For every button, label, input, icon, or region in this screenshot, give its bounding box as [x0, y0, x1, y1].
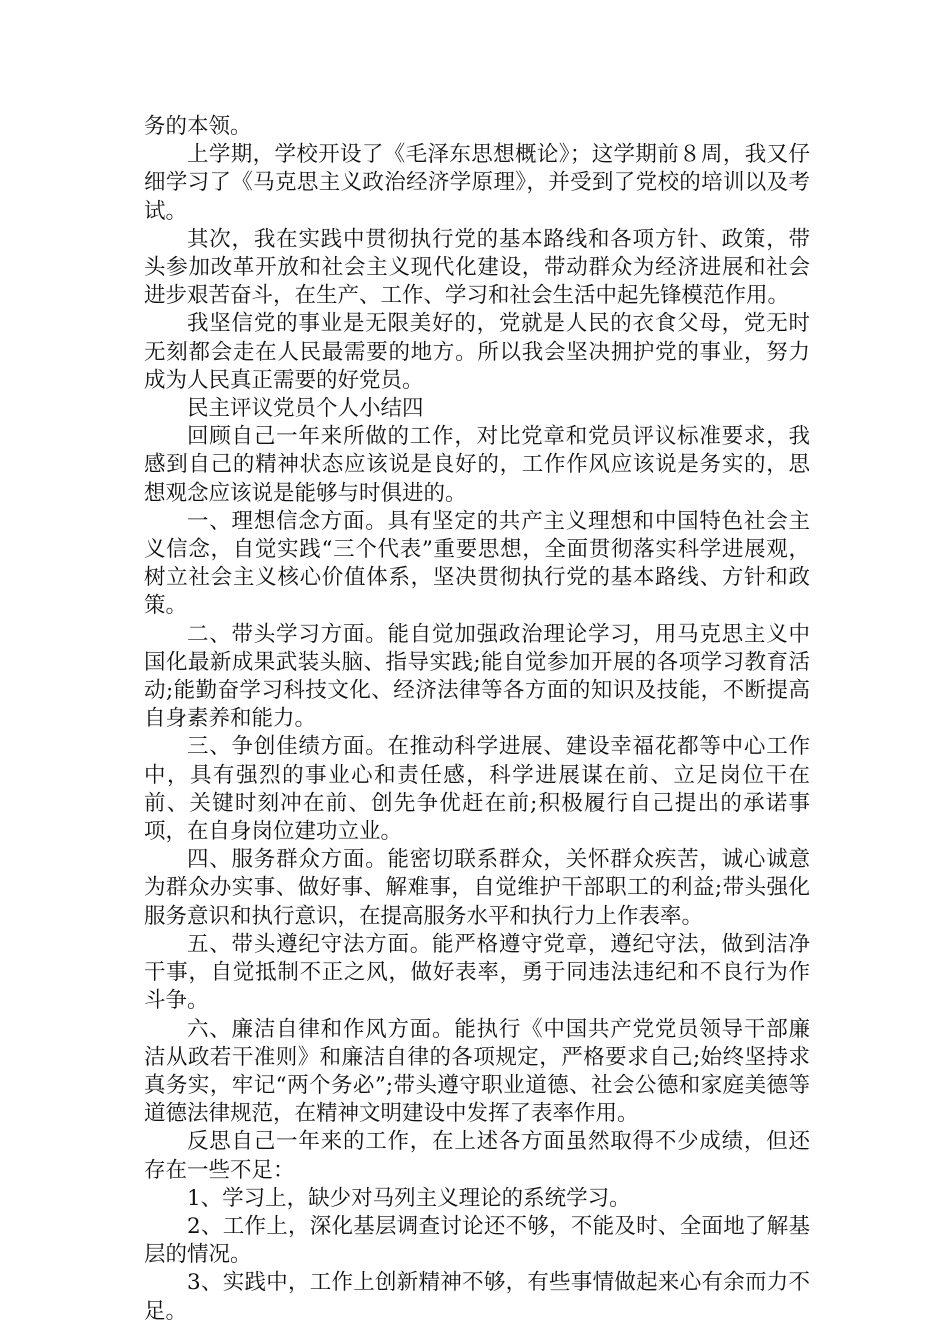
paragraph: 回顾自己一年来所做的工作，对比党章和党员评议标准要求，我感到自己的精神状态应该说是良好的，工作作风应该说是务实的，思想观念应该说是能够与时俱进的。: [144, 424, 810, 506]
paragraph: 我坚信党的事业是无限美好的，党就是人民的衣食父母，党无时无刻都会走在人民最需要的地方。所以我会坚决拥护党的事业，努力成为人民真正需要的好党员。: [144, 311, 810, 393]
section-heading: 民主评议党员个人小结四: [187, 396, 424, 422]
paragraph: 四、服务群众方面。能密切联系群众，关怀群众疾苦，诚心诚意为群众办实事、做好事、解难事，自觉维护干部职工的利益;带头强化服务意识和执行意识，在提高服务水平和执行力上作表率。: [144, 847, 810, 929]
paragraph: 反思自己一年来的工作，在上述各方面虽然取得不少成绩，但还存在一些不足：: [144, 1129, 810, 1183]
paragraph: 上学期，学校开设了《毛泽东思想概论》；这学期前８周，我又仔细学习了《马克思主义政治经济学原理》，并受到了党校的培训以及考试。: [144, 142, 810, 224]
paragraph: 务的本领。: [144, 114, 252, 139]
paragraph: 一、理想信念方面。具有坚定的共产主义理想和中国特色社会主义信念，自觉实践“三个代表”重要思想，全面贯彻落实科学进展观，树立社会主义核心价值体系，坚决贯彻执行党的基本路线、方针和政策。: [144, 508, 810, 619]
document-body: [144, 113, 810, 1326]
paragraph: 六、廉洁自律和作风方面。能执行《中国共产党党员领导干部廉洁从政若干准则》和廉洁自律的各项规定，严格要求自己;始终坚持求真务实，牢记“两个务必”;带头遵守职业道德、社会公德和家庭美德等道德法律规范，在精神文明建设中发挥了表率作用。: [144, 1016, 810, 1127]
list-item: 1、学习上，缺少对马列主义理论的系统学习。: [187, 1185, 631, 1211]
paragraph: 二、带头学习方面。能自觉加强政治理论学习，用马克思主义中国化最新成果武装头脑、指导实践;能自觉参加开展的各项学习教育活动;能勤奋学习科技文化、经济法律等各方面的知识及技能，不断提高自身素养和能力。: [144, 621, 810, 732]
paragraph: 三、争创佳绩方面。在推动科学进展、建设幸福花都等中心工作中，具有强烈的事业心和责任感，科学进展谋在前、立足岗位干在前、关键时刻冲在前、创先争优赶在前;积极履行自己提出的承诺事项，在自身岗位建功立业。: [144, 734, 810, 845]
paragraph: 其次，我在实践中贯彻执行党的基本路线和各项方针、政策，带头参加改革开放和社会主义现代化建设，带动群众为经济进展和社会进步艰苦奋斗，在生产、工作、学习和社会生活中起先锋模范作用。: [144, 226, 810, 309]
list-item: 2、工作上，深化基层调查讨论还不够，不能及时、全面地了解基层的情况。: [144, 1213, 810, 1268]
paragraph: 五、带头遵纪守法方面。能严格遵守党章，遵纪守法，做到洁净干事，自觉抵制不正之风，做好表率，勇于同违法违纪和不良行为作斗争。: [144, 931, 810, 1014]
list-item: 3、实践中，工作上创新精神不够，有些事情做起来心有余而力不足。: [144, 1270, 810, 1324]
